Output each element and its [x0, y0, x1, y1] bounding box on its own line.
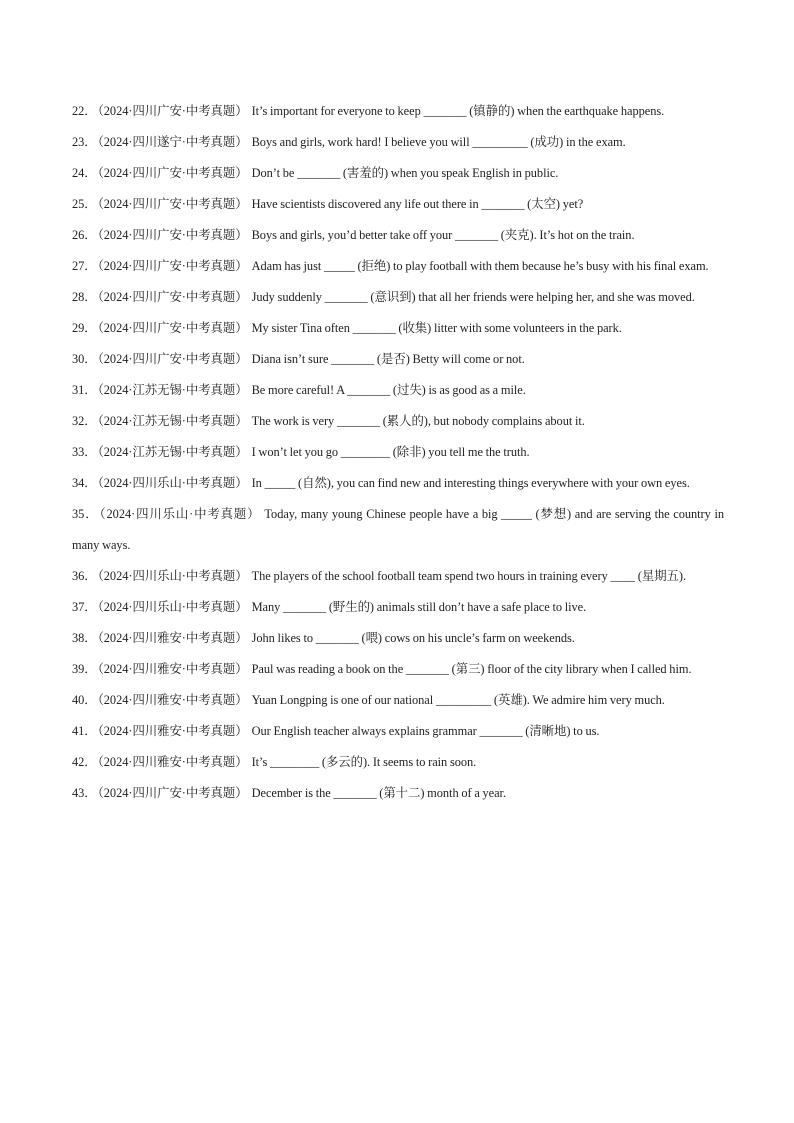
- question-item: [72, 406, 724, 437]
- question-text: Paul was reading a book on the _______ (第三) floor of the city library when I called him.: [251, 662, 692, 676]
- question-source: （2024·江苏无锡·中考真题）: [97, 414, 248, 428]
- question-text: Have scientists discovered any life out there in _______ (太空) yet?: [251, 197, 584, 211]
- question-text: The work is very _______ (累人的), but nobody complains about it.: [251, 414, 585, 428]
- question-text: The players of the school football team spend two hours in training every ____ (星期五).: [251, 569, 687, 583]
- question-source: （2024·四川广安·中考真题）: [97, 259, 248, 273]
- question-item: [72, 654, 724, 685]
- question-item: [72, 685, 724, 716]
- question-number: 42．: [72, 755, 97, 769]
- question-number: 43．: [72, 786, 97, 800]
- question-source: （2024·江苏无锡·中考真题）: [97, 445, 248, 459]
- question-source: （2024·四川雅安·中考真题）: [97, 693, 248, 707]
- question-number: 24．: [72, 166, 97, 180]
- question-text: Don’t be _______ (害羞的) when you speak English in public.: [251, 166, 559, 180]
- question-item: [72, 189, 724, 220]
- question-item: [72, 127, 724, 158]
- question-source: （2024·四川广安·中考真题）: [97, 104, 248, 118]
- question-source: （2024·四川广安·中考真题）: [97, 321, 248, 335]
- question-item: [72, 499, 724, 561]
- question-source: （2024·四川遂宁·中考真题）: [97, 135, 248, 149]
- question-item: [72, 716, 724, 747]
- question-number: 27．: [72, 259, 97, 273]
- question-item: [72, 592, 724, 623]
- question-number: 23．: [72, 135, 97, 149]
- question-item: [72, 313, 724, 344]
- question-text: Judy suddenly _______ (意识到) that all her friends were helping her, and she was moved.: [251, 290, 695, 304]
- question-number: 36．: [72, 569, 97, 583]
- question-source: （2024·四川乐山·中考真题）: [97, 600, 248, 614]
- question-text: Diana isn’t sure _______ (是否) Betty will come or not.: [251, 352, 525, 366]
- question-source: （2024·江苏无锡·中考真题）: [97, 383, 248, 397]
- question-source: （2024·四川乐山·中考真题）: [97, 569, 248, 583]
- question-source: （2024·四川乐山·中考真题）: [97, 476, 248, 490]
- question-number: 31．: [72, 383, 97, 397]
- question-source: （2024·四川雅安·中考真题）: [97, 662, 248, 676]
- question-source: （2024·四川广安·中考真题）: [97, 786, 248, 800]
- question-text: It’s important for everyone to keep _______ (镇静的) when the earthquake happens.: [251, 104, 665, 118]
- question-source: （2024·四川广安·中考真题）: [97, 197, 248, 211]
- question-text: John likes to _______ (喂) cows on his uncle’s farm on weekends.: [251, 631, 575, 645]
- question-text: In _____ (自然), you can find new and interesting things everywhere with your own eyes.: [251, 476, 690, 490]
- question-number: 32．: [72, 414, 97, 428]
- question-number: 34．: [72, 476, 97, 490]
- question-number: 30．: [72, 352, 97, 366]
- question-source: （2024·四川乐山·中考真题）: [99, 507, 261, 521]
- question-number: 29．: [72, 321, 97, 335]
- question-source: （2024·四川雅安·中考真题）: [97, 631, 248, 645]
- question-source: （2024·四川雅安·中考真题）: [97, 755, 248, 769]
- question-source: （2024·四川广安·中考真题）: [97, 166, 248, 180]
- question-number: 28．: [72, 290, 97, 304]
- question-number: 33．: [72, 445, 97, 459]
- question-number: 38．: [72, 631, 97, 645]
- question-item: [72, 747, 724, 778]
- question-number: 22．: [72, 104, 97, 118]
- question-source: （2024·四川广安·中考真题）: [97, 290, 248, 304]
- question-source: （2024·四川雅安·中考真题）: [97, 724, 248, 738]
- question-number: 25．: [72, 197, 97, 211]
- question-source: （2024·四川广安·中考真题）: [97, 352, 248, 366]
- question-number: 35．: [72, 507, 99, 521]
- question-source: （2024·四川广安·中考真题）: [97, 228, 248, 242]
- question-item: [72, 778, 724, 809]
- question-text: Many _______ (野生的) animals still don’t have a safe place to live.: [251, 600, 587, 614]
- question-item: [72, 561, 724, 592]
- question-text: My sister Tina often _______ (收集) litter with some volunteers in the park.: [251, 321, 622, 335]
- question-text: It’s ________ (多云的). It seems to rain soon.: [251, 755, 477, 769]
- question-text: Yuan Longping is one of our national _________ (英雄). We admire him very much.: [251, 693, 665, 707]
- question-text: Today, many young Chinese people have a big _____ (梦想) and are serving the country in many ways.: [72, 507, 724, 552]
- question-number: 41．: [72, 724, 97, 738]
- question-text: Our English teacher always explains grammar _______ (清晰地) to us.: [251, 724, 600, 738]
- question-item: [72, 623, 724, 654]
- question-item: [72, 251, 724, 282]
- question-text: I won’t let you go ________ (除非) you tell me the truth.: [251, 445, 530, 459]
- question-number: 39．: [72, 662, 97, 676]
- question-item: [72, 468, 724, 499]
- question-text: Boys and girls, work hard! I believe you will _________ (成功) in the exam.: [251, 135, 626, 149]
- question-list: [72, 96, 724, 809]
- question-item: [72, 96, 724, 127]
- question-item: [72, 375, 724, 406]
- question-text: December is the _______ (第十二) month of a year.: [251, 786, 506, 800]
- question-item: [72, 220, 724, 251]
- question-number: 26．: [72, 228, 97, 242]
- question-item: [72, 344, 724, 375]
- question-text: Be more careful! A _______ (过失) is as good as a mile.: [251, 383, 526, 397]
- question-text: Adam has just _____ (拒绝) to play football with them because he’s busy with his final exam.: [251, 259, 709, 273]
- question-number: 37．: [72, 600, 97, 614]
- question-text: Boys and girls, you’d better take off your _______ (夹克). It’s hot on the train.: [251, 228, 635, 242]
- question-number: 40．: [72, 693, 97, 707]
- question-item: [72, 437, 724, 468]
- question-item: [72, 158, 724, 189]
- question-item: [72, 282, 724, 313]
